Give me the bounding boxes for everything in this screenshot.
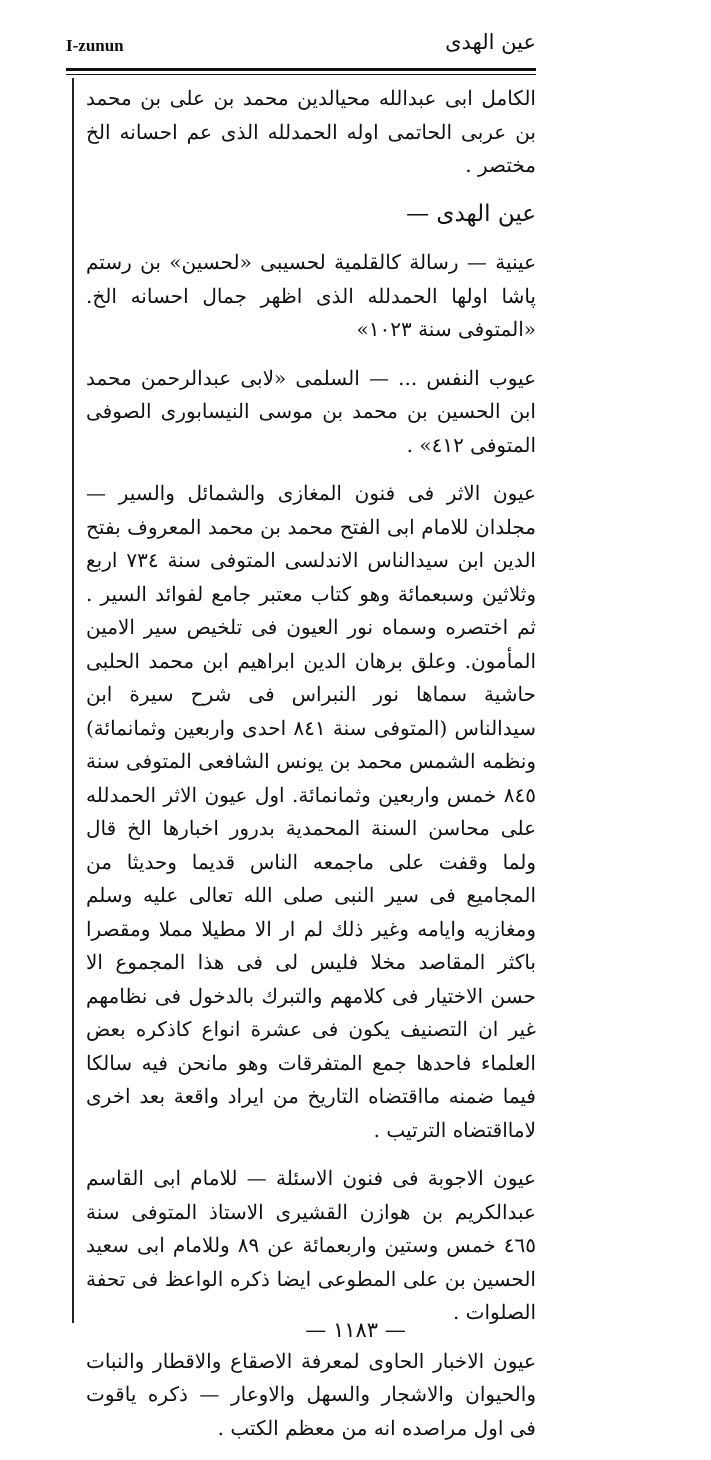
entry-paragraph: عيوب النفس ... — السلمى «لابى عبدالرحمن محمد ابن الحسين بن محمد بن موسى النيسابورى الصوفى المتوفى ٤١٢» .	[86, 365, 536, 457]
page-number: — ١١٨٣ —	[305, 1318, 406, 1342]
header-right-title: عين الهدى	[445, 30, 536, 54]
entry-heading: عين الهدى —	[406, 200, 536, 227]
page-body	[86, 82, 536, 1460]
header-left-label: I-zunun	[66, 36, 124, 55]
entry-paragraph: عيون الاخبار الحاوى لمعرفة الاصقاع والاقطار والنبات والحيوان والاشجار والسهل والاوعار — ذكره ياقوت فى اول مراصده انه من معظم الكتب .	[86, 1348, 536, 1440]
entry-paragraph: عيون الاثر فى فنون المغازى والشمائل والسير — مجلدان للامام ابى الفتح محمد بن محمد المعروف بفتح الدين ابن سيدالناس الاندلسى المتوفى سنة ٧٣٤ اربع وثلاثين وسبعمائة وهو كتاب معتبر جامع لفوائد السير . ثم اختصره وسماه نور العيون فى تلخيص سير الامين المأمون. وعلق برهان الدين ابراهيم ابن محمد الحلبى حاشية سماها نور النبراس فى شرح سيرة ابن سيدالناس (المتوفى سنة ٨٤١ احدى واربعين وثمانمائة) ونظمه الشمس محمد بن يونس الشافعى المتوفى سنة ٨٤٥ خمس واربعين وثمانمائة. اول عيون الاثر الحمدلله على محاسن السنة المحمدية بدرور اخبارها الخ قال ولما وقفت على ماجمعه الناس قديما وحديثا من المجاميع فى سير النبى صلى الله تعالى عليه وسلم ومغازيه وايامه وغير ذلك لم ار الا مطيلا مملا ومقصرا باكثر المقاصد مخلا فليس لى فى هذا المجموع الا حسن الاختيار فى كلامهم والتبرك بالدخول فى نظامهم غير ان التصنيف يكون فى عشرة انواع كاذكره بعض العلماء فاحدها جمع المتفرقات وهو مانحن فيه سالكا فيما ضمنه مااقتضاه التاريخ من ايراد واقعة بعد اخرى لامااقتضاه الترتيب .	[86, 481, 537, 1142]
entry-paragraph: عينية — رسالة كالقلمية لحسيبى «لحسين» بن رستم پاشا اولها الحمدلله الذى اظهر جمال احسانه الخ. «المتوفى سنة ١٠٢٣»	[86, 250, 536, 341]
header-rule-thin	[66, 74, 536, 75]
margin-rule	[72, 78, 74, 1323]
entry-paragraph: عيون الاجوبة فى فنون الاسئلة — للامام ابى القاسم عبدالكريم بن هوازن القشيرى الاستاذ المتوفى سنة ٤٦٥ خمس وستين واربعمائة عن ٨٩ وللامام ابى سعيد الحسين بن على المطوعى ايضا ذكره الواعظ فى تحفة الصلوات .	[86, 1166, 536, 1324]
header-rule-thick	[66, 68, 536, 71]
entry-paragraph: الكامل ابى عبدالله محيالدين محمد بن على بن محمد بن عربى الحاتمى اوله الحمدلله الذى عم احسانه الخ مختصر .	[86, 86, 536, 177]
page-header	[66, 28, 536, 68]
